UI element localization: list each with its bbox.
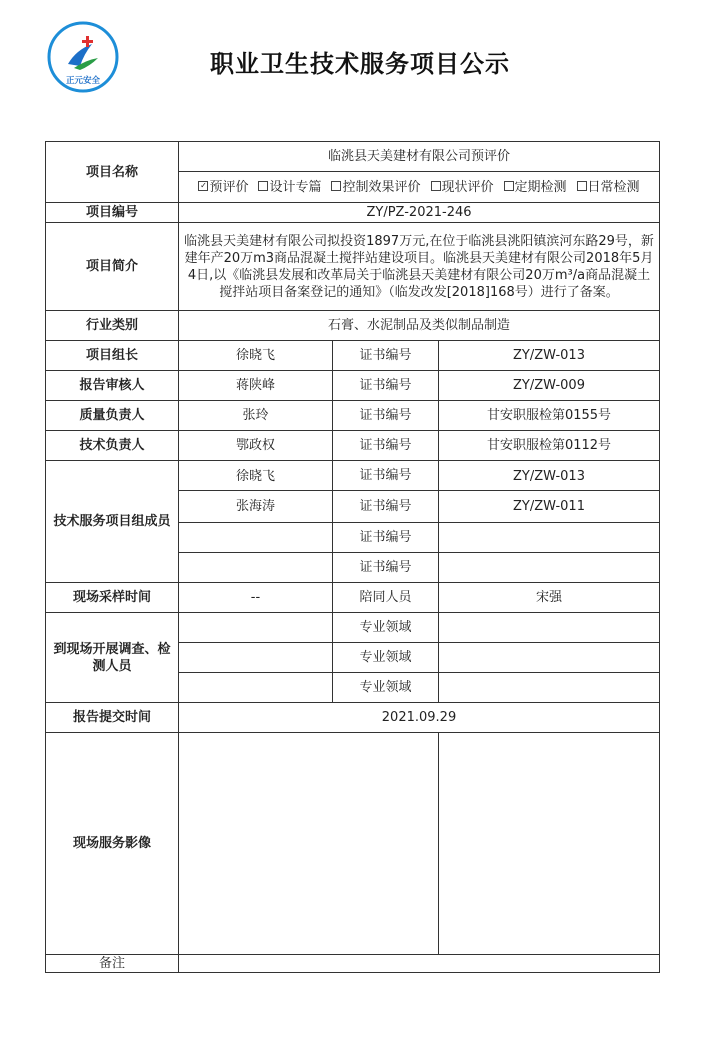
member-name-empty: [179, 553, 333, 583]
quality-name: 张玲: [179, 401, 333, 431]
project-no-label: 项目编号: [46, 203, 179, 223]
cert-no-label: 证书编号: [333, 341, 439, 371]
leader-label: 项目组长: [46, 341, 179, 371]
type-option[interactable]: ✓预评价: [198, 179, 248, 196]
specialty-empty: [439, 673, 660, 703]
checkbox-icon: [258, 181, 268, 191]
svg-text:正元安全: 正元安全: [65, 76, 101, 86]
field-staff-empty: [179, 613, 333, 643]
technical-name: 鄂政权: [179, 431, 333, 461]
page-title: 职业卫生技术服务项目公示: [210, 50, 510, 78]
checkbox-icon: [198, 181, 208, 191]
member-name-empty: [179, 523, 333, 553]
remarks-value: [179, 955, 660, 973]
field-staff-empty: [179, 673, 333, 703]
specialty-empty: [439, 613, 660, 643]
cert-no-label: 证书编号: [333, 401, 439, 431]
industry-value: 石膏、水泥制品及类似制品制造: [179, 311, 660, 341]
member-name: 张海涛: [179, 491, 333, 523]
sampling-time-value: --: [179, 583, 333, 613]
image-slot-right: [439, 733, 660, 955]
quality-cert: 甘安职服检第0155号: [439, 401, 660, 431]
images-label: 现场服务影像: [46, 733, 179, 955]
specialty-label: 专业领域: [333, 613, 439, 643]
industry-label: 行业类别: [46, 311, 179, 341]
type-option[interactable]: 设计专篇: [258, 179, 321, 196]
quality-label: 质量负责人: [46, 401, 179, 431]
cert-no-label: 证书编号: [333, 431, 439, 461]
project-intro-value: 临洮县天美建材有限公司拟投资1897万元,在位于临洮县洮阳镇滨河东路29号，新建年产20万m3商品混凝土搅拌站建设项目。临洮县天美建材有限公司2018年5月4日,以《临洮县发展和改革局关于临洮县天美建材有限公司20万m³/a商品混凝土搅拌站项目备案登记的通知》（临发改发[2018]168号）进行了备案。: [179, 223, 660, 311]
type-option[interactable]: 定期检测: [504, 179, 567, 196]
type-option[interactable]: 日常检测: [577, 179, 640, 196]
specialty-empty: [439, 643, 660, 673]
checkbox-icon: [331, 181, 341, 191]
project-intro-label: 项目简介: [46, 223, 179, 311]
member-name: 徐晓飞: [179, 461, 333, 491]
technical-cert: 甘安职服检第0112号: [439, 431, 660, 461]
project-no-value: ZY/PZ-2021-246: [179, 203, 660, 223]
cert-no-label: 证书编号: [333, 491, 439, 523]
project-type-options: [179, 172, 660, 203]
field-staff-label: 到现场开展调查、检测人员: [46, 613, 179, 703]
specialty-label: 专业领域: [333, 673, 439, 703]
project-name-label: 项目名称: [46, 142, 179, 203]
type-option[interactable]: 控制效果评价: [331, 179, 420, 196]
cert-no-label: 证书编号: [333, 523, 439, 553]
member-cert-empty: [439, 523, 660, 553]
reviewer-label: 报告审核人: [46, 371, 179, 401]
cert-no-label: 证书编号: [333, 461, 439, 491]
specialty-label: 专业领域: [333, 643, 439, 673]
image-slot-left: [179, 733, 439, 955]
technical-label: 技术负责人: [46, 431, 179, 461]
type-option[interactable]: 现状评价: [431, 179, 494, 196]
reviewer-name: 蒋陕峰: [179, 371, 333, 401]
cert-no-label: 证书编号: [333, 553, 439, 583]
leader-name: 徐晓飞: [179, 341, 333, 371]
field-staff-empty: [179, 643, 333, 673]
member-cert-empty: [439, 553, 660, 583]
project-info-table: [45, 141, 660, 973]
members-label: 技术服务项目组成员: [46, 461, 179, 583]
member-cert: ZY/ZW-011: [439, 491, 660, 523]
checkbox-icon: [431, 181, 441, 191]
accompany-label: 陪同人员: [333, 583, 439, 613]
reviewer-cert: ZY/ZW-009: [439, 371, 660, 401]
submit-time-value: 2021.09.29: [179, 703, 660, 733]
submit-time-label: 报告提交时间: [46, 703, 179, 733]
member-cert: ZY/ZW-013: [439, 461, 660, 491]
project-name-value: 临洮县天美建材有限公司预评价: [179, 142, 660, 172]
remarks-label: 备注: [46, 955, 179, 973]
leader-cert: ZY/ZW-013: [439, 341, 660, 371]
checkbox-icon: [504, 181, 514, 191]
accompany-value: 宋强: [439, 583, 660, 613]
sampling-time-label: 现场采样时间: [46, 583, 179, 613]
cert-no-label: 证书编号: [333, 371, 439, 401]
checkbox-icon: [577, 181, 587, 191]
